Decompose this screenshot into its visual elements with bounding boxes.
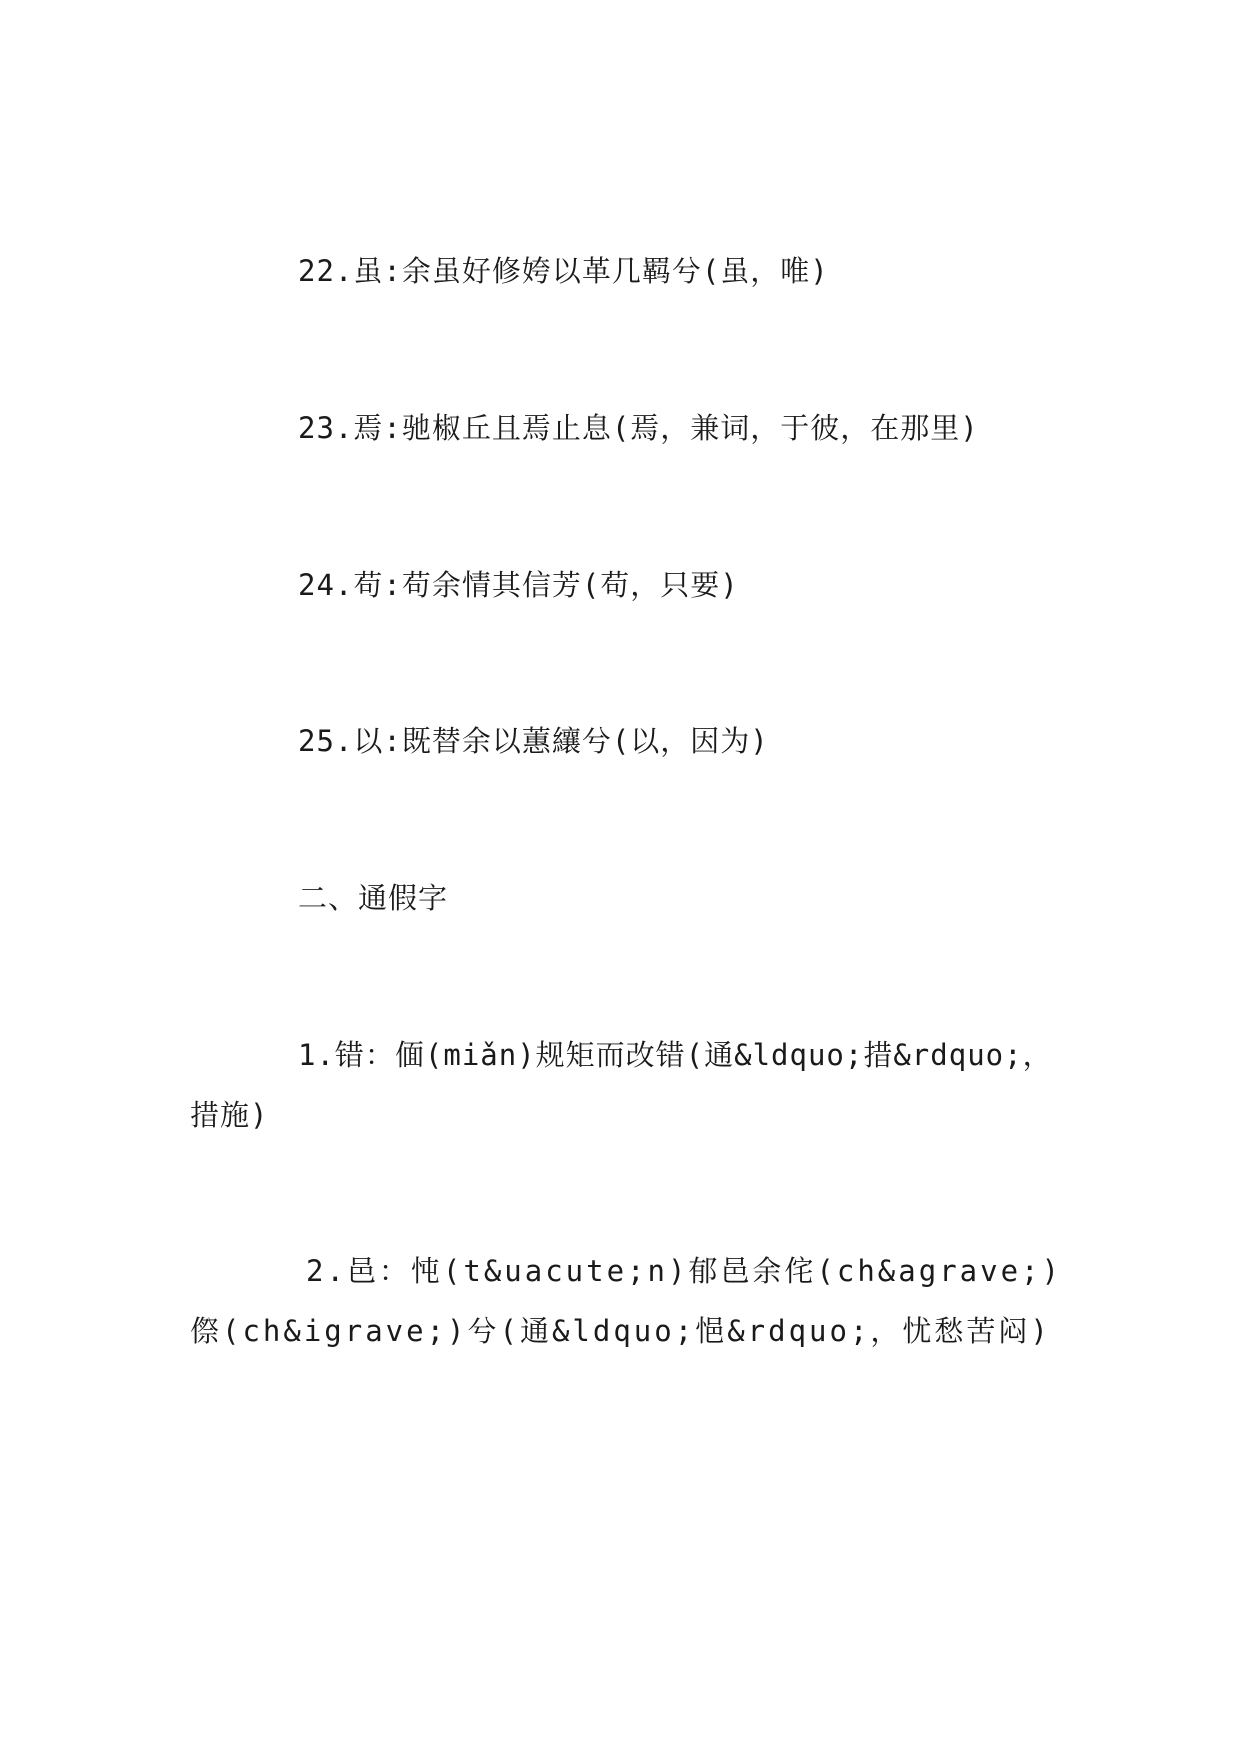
entry-25: 25.以:既替余以蕙纕兮(以，因为) [298,724,769,758]
entry-22: 22.虽:余虽好修姱以革几羁兮(虽，唯) [298,254,829,288]
tongjia-item-2: 2.邑：忳(t&uacute;n)郁邑余侘(ch&agrave;)傺(ch&igrave;)兮(通&ldquo;悒&rdquo;，忧愁苦闷) [190,1254,1062,1348]
tongjia-item-1: 1.错：偭(miǎn)规矩而改错(通&ldquo;措&rdquo;，措施) [190,1038,1053,1132]
section-heading: 二、通假字 [298,881,449,915]
entry-24: 24.苟:苟余情其信芳(苟，只要) [298,568,739,602]
entry-23: 23.焉:驰椒丘且焉止息(焉，兼词，于彼，在那里) [298,411,979,445]
